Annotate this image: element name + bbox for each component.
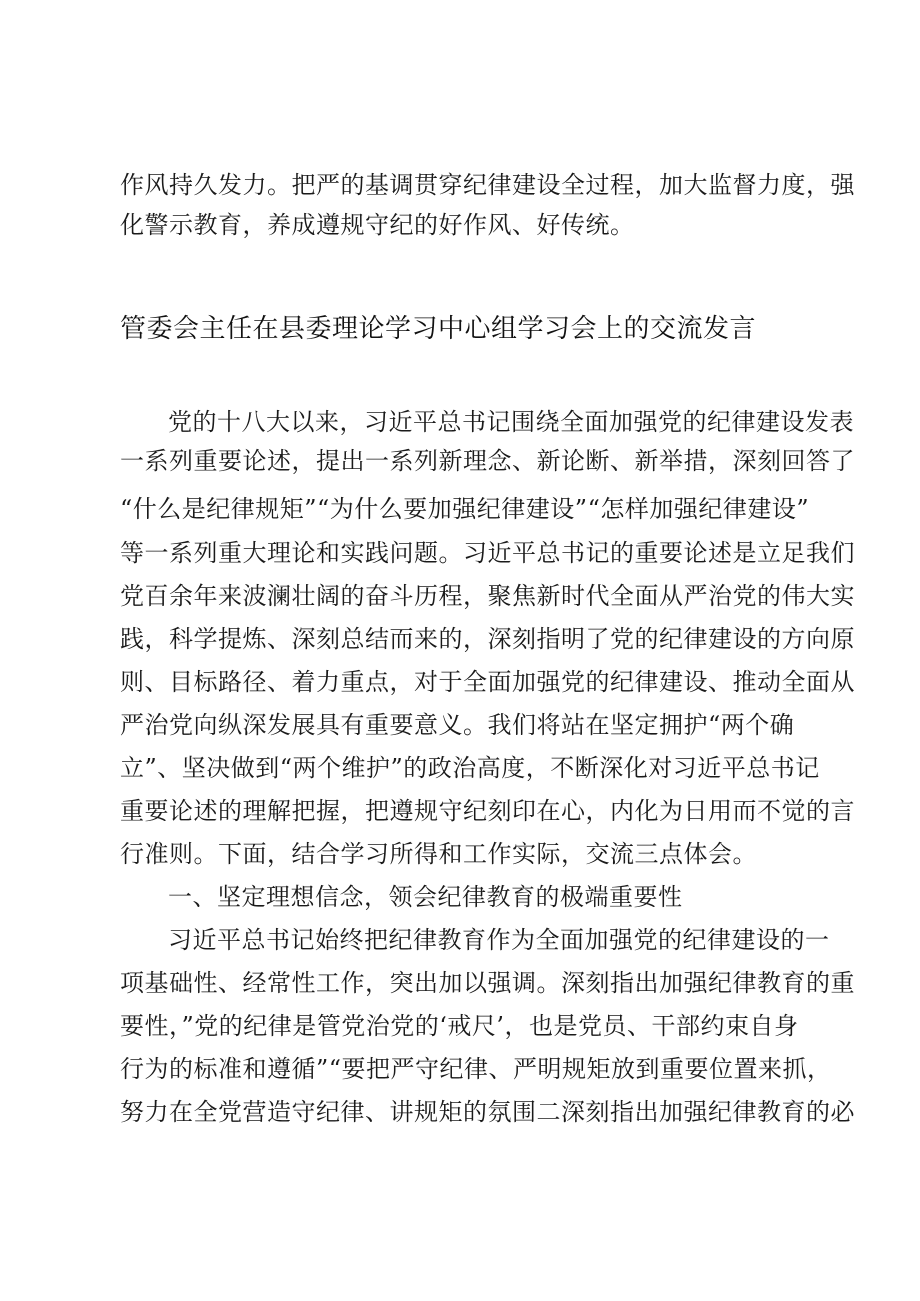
body-line-14: 要性，”党的纪律是管党治党的‘戒尺’，也是党员、干部约束自身 [120, 1012, 799, 1040]
body-line-16: 努力在全党营造守纪律、讲规矩的氛围二深刻指出加强纪律教育的必 [120, 1098, 855, 1126]
body-line-2: 一系列重要论述，提出一系列新理念、新论断、新举措，深刻回答了 [120, 447, 855, 475]
section-heading-1: 一、坚定理想信念，领会纪律教育的极端重要性 [168, 883, 683, 911]
body-line-13: 项基础性、经常性工作，突出加以强调。深刻指出加强纪律教育的重 [120, 969, 855, 997]
body-line-6: 践，科学提炼、深刻总结而来的，深刻指明了党的纪律建设的方向原 [120, 625, 855, 653]
body-line-15: 行为的标准和遵循”“要把严守纪律、严明规矩放到重要位置来抓， [120, 1055, 832, 1083]
body-line-1: 党的十八大以来，习近平总书记围绕全面加强党的纪律建设发表 [168, 408, 854, 436]
body-line-5: 党百余年来波澜壮阔的奋斗历程，聚焦新时代全面从严治党的伟大实 [120, 582, 855, 610]
prev-section-line-1: 作风持久发力。把严的基调贯穿纪律建设全过程，加大监督力度，强 [120, 171, 855, 199]
body-line-4: 等一系列重大理论和实践问题。习近平总书记的重要论述是立足我们 [120, 539, 855, 567]
body-line-9: 立”、坚决做到“两个维护”的政治高度，不断深化对习近平总书记 [120, 754, 820, 782]
prev-section-line-2: 化警示教育，养成遵规守纪的好作风、好传统。 [120, 211, 635, 239]
body-line-10: 重要论述的理解把握，把遵规守纪刻印在心，内化为日用而不觉的言 [120, 797, 855, 825]
article-title: 管委会主任在县委理论学习中心组学习会上的交流发言 [120, 314, 757, 344]
body-line-12: 习近平总书记始终把纪律教育作为全面加强党的纪律建设的一 [168, 926, 830, 954]
body-line-3: “什么是纪律规矩”“为什么要加强纪律建设”“怎样加强纪律建设” [120, 495, 810, 523]
body-line-11: 行准则。下面，结合学习所得和工作实际，交流三点体会。 [120, 840, 757, 868]
body-line-7: 则、目标路径、着力重点，对于全面加强党的纪律建设、推动全面从 [120, 668, 855, 696]
body-line-8: 严治党向纵深发展具有重要意义。我们将站在坚定拥护“两个确 [120, 711, 795, 739]
